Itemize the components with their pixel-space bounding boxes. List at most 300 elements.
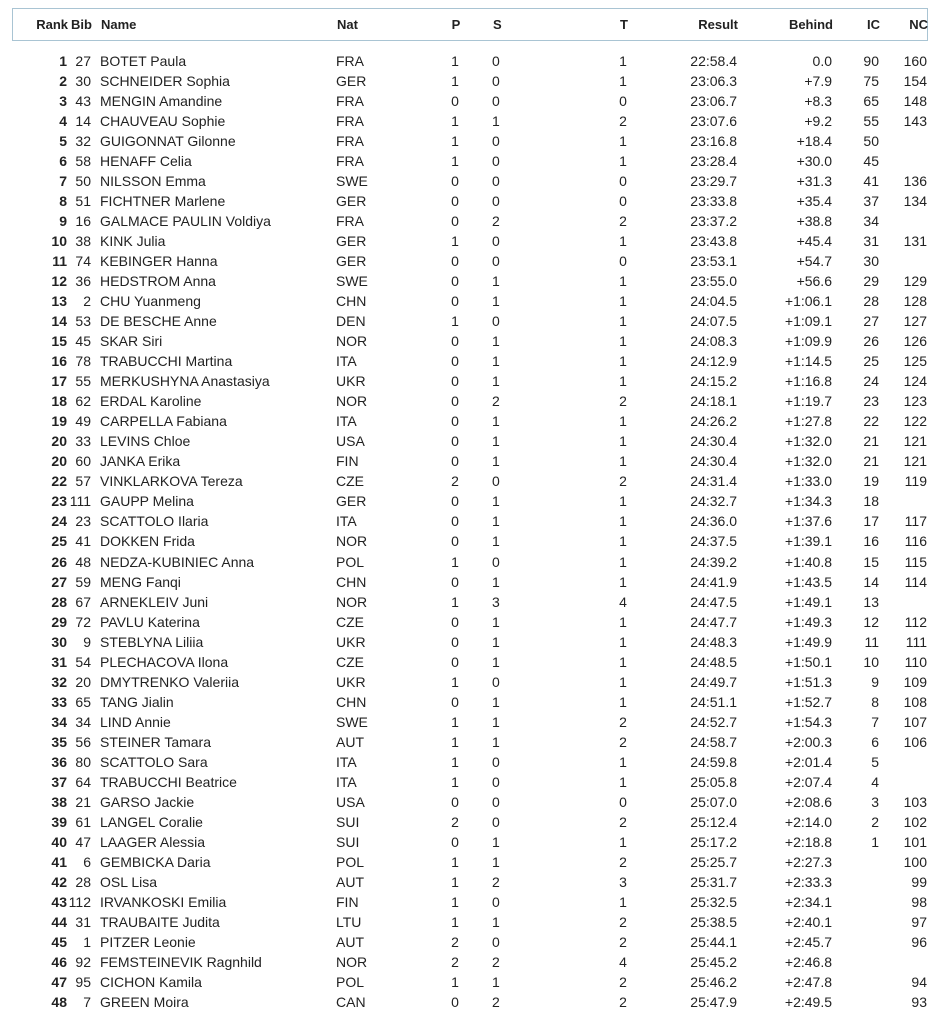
cell-ic: 4 [871, 773, 879, 790]
cell-p: 0 [451, 93, 459, 110]
table-row [0, 411, 952, 431]
cell-t: 1 [619, 893, 627, 910]
cell-ic: 34 [863, 213, 879, 230]
cell-rank: 24 [51, 513, 67, 530]
cell-behind: +2:07.4 [784, 773, 832, 790]
cell-s: 1 [492, 733, 500, 750]
cell-behind: +1:39.1 [784, 533, 832, 550]
cell-s: 1 [492, 833, 500, 850]
cell-t: 2 [619, 213, 627, 230]
cell-bib: 111 [69, 493, 91, 510]
cell-name: LEVINS Chloe [100, 433, 191, 450]
cell-name: KEBINGER Hanna [100, 253, 218, 270]
cell-t: 1 [619, 653, 627, 670]
cell-name: BOTET Paula [100, 53, 187, 69]
cell-ic: 1 [871, 833, 879, 850]
cell-bib: 112 [68, 893, 91, 910]
cell-bib: 36 [75, 273, 91, 290]
cell-bib: 72 [75, 613, 91, 630]
cell-t: 0 [619, 253, 627, 270]
cell-behind: +1:09.1 [784, 313, 832, 330]
cell-nat: NOR [336, 393, 368, 410]
cell-bib: 57 [75, 473, 91, 490]
cell-name: IRVANKOSKI Emilia [100, 893, 227, 910]
cell-nc: 125 [903, 353, 927, 370]
cell-bib: 61 [75, 813, 91, 830]
cell-result: 25:05.8 [690, 773, 737, 790]
cell-bib: 30 [75, 73, 91, 90]
cell-t: 2 [619, 813, 627, 830]
table-row [0, 852, 952, 872]
cell-name: MENGIN Amandine [100, 93, 223, 110]
cell-bib: 6 [83, 853, 91, 870]
cell-result: 24:39.2 [690, 553, 737, 570]
cell-behind: +1:40.8 [784, 553, 832, 570]
table-row [0, 291, 952, 311]
cell-nat: FRA [336, 213, 364, 230]
cell-p: 0 [451, 533, 459, 550]
cell-t: 0 [619, 793, 627, 810]
cell-behind: +2:49.5 [784, 993, 832, 1010]
cell-name: CHU Yuanmeng [100, 293, 201, 310]
cell-name: TRABUCCHI Beatrice [100, 773, 237, 790]
table-row [0, 972, 952, 992]
cell-result: 23:29.7 [690, 173, 737, 190]
cell-p: 0 [451, 513, 459, 530]
cell-nc: 107 [903, 713, 927, 730]
cell-result: 25:44.1 [690, 933, 737, 950]
header-nc: NC [909, 17, 928, 32]
cell-result: 24:08.3 [690, 333, 737, 350]
table-row [0, 572, 952, 592]
cell-nc: 103 [903, 793, 927, 810]
cell-rank: 19 [51, 413, 67, 430]
table-row [0, 91, 952, 111]
cell-result: 24:12.9 [690, 353, 737, 370]
cell-rank: 15 [51, 333, 67, 350]
cell-ic: 30 [863, 253, 879, 270]
cell-result: 24:49.7 [690, 673, 737, 690]
header-behind: Behind [788, 17, 833, 32]
cell-behind: +2:27.3 [784, 853, 832, 870]
cell-behind: +7.9 [804, 73, 832, 90]
cell-result: 24:18.1 [690, 393, 737, 410]
cell-t: 1 [619, 753, 627, 770]
cell-ic: 16 [863, 533, 879, 550]
cell-behind: +1:43.5 [784, 573, 832, 590]
cell-ic: 31 [863, 233, 879, 250]
cell-nat: UKR [336, 373, 366, 390]
cell-s: 1 [492, 693, 500, 710]
cell-behind: +2:33.3 [784, 873, 832, 890]
cell-bib: 60 [75, 453, 91, 470]
cell-name: NEDZA-KUBINIEC Anna [100, 553, 255, 570]
cell-p: 0 [451, 793, 459, 810]
cell-p: 0 [451, 293, 459, 310]
cell-bib: 53 [75, 313, 91, 330]
table-row [0, 592, 952, 612]
cell-ic: 14 [863, 573, 879, 590]
cell-t: 1 [619, 493, 627, 510]
cell-t: 1 [619, 273, 627, 290]
cell-t: 1 [619, 613, 627, 630]
table-row [0, 171, 952, 191]
cell-p: 0 [451, 353, 459, 370]
cell-nc: 126 [903, 333, 927, 350]
cell-name: LAAGER Alessia [100, 833, 206, 850]
cell-result: 23:07.6 [690, 113, 737, 130]
cell-t: 1 [619, 673, 627, 690]
cell-behind: +1:52.7 [784, 693, 832, 710]
cell-result: 23:16.8 [690, 133, 737, 150]
cell-s: 0 [492, 133, 500, 150]
cell-result: 24:51.1 [690, 693, 737, 710]
cell-nat: USA [336, 433, 365, 450]
cell-ic: 2 [871, 813, 879, 830]
cell-p: 0 [451, 833, 459, 850]
cell-nat: CHN [336, 693, 367, 710]
cell-rank: 1 [59, 53, 67, 69]
cell-p: 1 [451, 133, 459, 150]
table-row [0, 832, 952, 852]
cell-behind: +2:40.1 [784, 913, 832, 930]
cell-behind: +38.8 [796, 213, 832, 230]
table-row [0, 952, 952, 972]
cell-p: 1 [451, 313, 459, 330]
cell-s: 0 [492, 793, 500, 810]
cell-behind: +56.6 [796, 273, 832, 290]
cell-t: 1 [619, 833, 627, 850]
table-row [0, 431, 952, 451]
cell-bib: 51 [75, 193, 91, 210]
table-row [0, 612, 952, 632]
cell-name: GAUPP Melina [100, 493, 194, 510]
cell-nat: AUT [336, 873, 364, 890]
cell-name: GARSO Jackie [100, 793, 195, 810]
cell-result: 24:37.5 [690, 533, 737, 550]
cell-p: 0 [451, 253, 459, 270]
cell-nat: CZE [336, 473, 364, 490]
cell-result: 25:31.7 [690, 873, 737, 890]
cell-result: 23:06.3 [690, 73, 737, 90]
cell-p: 0 [451, 653, 459, 670]
cell-bib: 33 [75, 433, 91, 450]
cell-ic: 12 [863, 613, 879, 630]
cell-s: 1 [492, 293, 500, 310]
cell-bib: 14 [75, 113, 91, 130]
cell-s: 1 [492, 373, 500, 390]
cell-p: 2 [451, 953, 459, 970]
cell-nat: FIN [336, 453, 359, 470]
cell-p: 0 [451, 413, 459, 430]
cell-nat: CZE [336, 613, 364, 630]
cell-nat: FRA [336, 93, 364, 110]
cell-nat: ITA [336, 753, 357, 770]
cell-p: 0 [451, 453, 459, 470]
cell-result: 24:15.2 [690, 373, 737, 390]
cell-behind: +1:54.3 [784, 713, 832, 730]
cell-result: 24:52.7 [690, 713, 737, 730]
cell-nc: 115 [904, 553, 927, 570]
cell-behind: +1:49.9 [784, 633, 832, 650]
cell-t: 1 [619, 373, 627, 390]
cell-nc: 96 [911, 933, 927, 950]
cell-t: 1 [619, 353, 627, 370]
cell-s: 0 [492, 53, 500, 69]
cell-s: 0 [492, 93, 500, 110]
table-row [0, 331, 952, 351]
cell-rank: 40 [51, 833, 67, 850]
cell-result: 25:47.9 [690, 993, 737, 1010]
cell-nc: 101 [903, 833, 927, 850]
cell-result: 23:53.1 [690, 253, 737, 270]
cell-nat: GER [336, 253, 367, 270]
cell-behind: +2:46.8 [784, 953, 832, 970]
cell-rank: 38 [51, 793, 67, 810]
cell-s: 1 [492, 453, 500, 470]
cell-t: 2 [619, 933, 627, 950]
cell-nat: CHN [336, 573, 367, 590]
cell-rank: 10 [51, 233, 67, 250]
cell-result: 23:28.4 [690, 153, 737, 170]
cell-ic: 28 [863, 293, 879, 310]
cell-nc: 121 [903, 453, 927, 470]
cell-rank: 42 [51, 873, 67, 890]
cell-behind: +35.4 [796, 193, 832, 210]
cell-nat: SWE [336, 273, 368, 290]
cell-result: 24:41.9 [690, 573, 737, 590]
cell-s: 1 [492, 853, 500, 870]
cell-s: 1 [492, 493, 500, 510]
cell-p: 0 [451, 993, 459, 1010]
cell-behind: +8.3 [804, 93, 832, 110]
cell-nat: SUI [336, 833, 360, 850]
cell-ic: 75 [863, 73, 879, 90]
cell-rank: 37 [51, 773, 67, 790]
cell-behind: +2:08.6 [784, 793, 832, 810]
cell-rank: 47 [51, 973, 67, 990]
cell-result: 25:12.4 [690, 813, 737, 830]
cell-bib: 64 [75, 773, 91, 790]
cell-nat: UKR [336, 633, 366, 650]
cell-bib: 74 [75, 253, 91, 270]
cell-nc: 100 [903, 853, 927, 870]
cell-ic: 41 [863, 173, 879, 190]
cell-behind: +1:14.5 [784, 353, 832, 370]
cell-p: 0 [451, 393, 459, 410]
cell-behind: +2:45.7 [784, 933, 832, 950]
cell-t: 1 [619, 153, 627, 170]
cell-nc: 128 [903, 293, 927, 310]
cell-p: 1 [451, 753, 459, 770]
table-row [0, 131, 952, 151]
cell-result: 24:48.5 [690, 653, 737, 670]
cell-behind: +1:34.3 [784, 493, 832, 510]
cell-t: 1 [619, 533, 627, 550]
cell-behind: +1:49.1 [784, 593, 832, 610]
header-bib: Bib [71, 17, 92, 32]
cell-s: 1 [492, 533, 500, 550]
cell-ic: 17 [863, 513, 879, 530]
cell-s: 2 [492, 213, 500, 230]
cell-s: 0 [492, 473, 500, 490]
cell-result: 23:55.0 [690, 273, 737, 290]
cell-rank: 13 [51, 293, 67, 310]
cell-s: 0 [492, 893, 500, 910]
cell-rank: 12 [51, 273, 67, 290]
cell-behind: +54.7 [796, 253, 832, 270]
cell-result: 24:31.4 [690, 473, 737, 490]
cell-t: 2 [619, 473, 627, 490]
cell-rank: 14 [51, 313, 67, 330]
cell-p: 1 [451, 673, 459, 690]
cell-result: 25:45.2 [690, 953, 737, 970]
cell-bib: 2 [83, 293, 91, 310]
cell-bib: 38 [75, 233, 91, 250]
cell-s: 2 [492, 953, 500, 970]
cell-nc: 160 [903, 53, 927, 69]
cell-nc: 124 [903, 373, 927, 390]
cell-ic: 11 [864, 633, 879, 650]
cell-ic: 24 [863, 373, 879, 390]
cell-rank: 34 [51, 713, 67, 730]
cell-rank: 30 [51, 633, 67, 650]
cell-behind: +1:16.8 [784, 373, 832, 390]
table-row [0, 531, 952, 551]
cell-s: 1 [492, 513, 500, 530]
cell-nc: 119 [904, 473, 927, 490]
cell-p: 1 [451, 733, 459, 750]
header-nat: Nat [337, 17, 358, 32]
cell-bib: 62 [75, 393, 91, 410]
cell-rank: 25 [51, 533, 67, 550]
cell-ic: 55 [863, 113, 879, 130]
cell-ic: 7 [871, 713, 879, 730]
cell-ic: 29 [863, 273, 879, 290]
cell-ic: 21 [863, 433, 879, 450]
cell-s: 1 [492, 653, 500, 670]
cell-p: 0 [451, 633, 459, 650]
cell-p: 2 [451, 473, 459, 490]
cell-s: 2 [492, 873, 500, 890]
cell-p: 2 [451, 813, 459, 830]
cell-p: 0 [451, 693, 459, 710]
cell-ic: 45 [863, 153, 879, 170]
header-name: Name [101, 17, 137, 32]
cell-rank: 22 [51, 473, 67, 490]
cell-bib: 56 [75, 733, 91, 750]
cell-s: 1 [492, 573, 500, 590]
cell-s: 2 [492, 993, 500, 1010]
cell-behind: +2:01.4 [784, 753, 832, 770]
cell-bib: 54 [75, 653, 91, 670]
cell-bib: 16 [75, 213, 91, 230]
cell-s: 0 [492, 193, 500, 210]
cell-ic: 21 [863, 453, 879, 470]
cell-nat: FRA [336, 113, 364, 130]
cell-nat: POL [336, 553, 365, 570]
cell-nat: GER [336, 493, 367, 510]
table-row [0, 511, 952, 531]
cell-nc: 97 [911, 913, 927, 930]
cell-name: LIND Annie [100, 713, 171, 730]
cell-bib: 32 [75, 133, 91, 150]
cell-rank: 39 [51, 813, 67, 830]
cell-name: FICHTNER Marlene [100, 193, 226, 210]
cell-rank: 20 [51, 453, 67, 470]
cell-behind: +2:14.0 [784, 813, 832, 830]
cell-p: 0 [451, 613, 459, 630]
cell-nat: CHN [336, 293, 367, 310]
cell-s: 1 [492, 433, 500, 450]
cell-nat: LTU [336, 913, 362, 930]
cell-name: MENG Fanqi [100, 573, 181, 590]
cell-name: HEDSTROM Anna [100, 273, 216, 290]
table-row [0, 51, 952, 71]
cell-rank: 6 [59, 153, 67, 170]
cell-s: 0 [492, 753, 500, 770]
cell-bib: 65 [75, 693, 91, 710]
header-t: T [620, 17, 628, 32]
table-row [0, 251, 952, 271]
cell-nat: CZE [336, 653, 364, 670]
table-row [0, 732, 952, 752]
cell-name: FEMSTEINEVIK Ragnhild [100, 953, 262, 970]
table-row [0, 71, 952, 91]
cell-t: 1 [619, 293, 627, 310]
cell-s: 0 [492, 773, 500, 790]
cell-s: 1 [492, 273, 500, 290]
cell-bib: 28 [75, 873, 91, 890]
cell-result: 23:37.2 [690, 213, 737, 230]
cell-nc: 148 [903, 93, 927, 110]
cell-nat: FRA [336, 53, 364, 69]
cell-name: GEMBICKA Daria [100, 853, 211, 870]
cell-result: 24:04.5 [690, 293, 737, 310]
table-row [0, 451, 952, 471]
cell-result: 24:30.4 [690, 453, 737, 470]
cell-bib: 23 [75, 513, 91, 530]
cell-rank: 33 [51, 693, 67, 710]
cell-t: 2 [619, 993, 627, 1010]
cell-result: 24:26.2 [690, 413, 737, 430]
cell-nc: 108 [903, 693, 927, 710]
cell-p: 1 [451, 53, 459, 69]
cell-t: 2 [619, 853, 627, 870]
cell-name: GUIGONNAT Gilonne [100, 133, 236, 150]
cell-ic: 8 [871, 693, 879, 710]
cell-p: 1 [451, 713, 459, 730]
cell-nc: 131 [903, 233, 927, 250]
cell-p: 1 [451, 73, 459, 90]
cell-nat: NOR [336, 333, 368, 350]
cell-name: TRABUCCHI Martina [100, 353, 233, 370]
cell-s: 0 [492, 253, 500, 270]
cell-name: SCATTOLO Ilaria [100, 513, 209, 530]
cell-s: 1 [492, 713, 500, 730]
cell-rank: 3 [59, 93, 67, 110]
cell-t: 4 [619, 593, 627, 610]
cell-result: 24:48.3 [690, 633, 737, 650]
cell-p: 0 [451, 273, 459, 290]
cell-s: 0 [492, 553, 500, 570]
cell-bib: 27 [75, 53, 91, 69]
cell-name: PAVLU Katerina [100, 613, 200, 630]
cell-rank: 26 [51, 553, 67, 570]
cell-p: 1 [451, 893, 459, 910]
cell-rank: 48 [51, 993, 67, 1010]
cell-nc: 122 [903, 413, 927, 430]
